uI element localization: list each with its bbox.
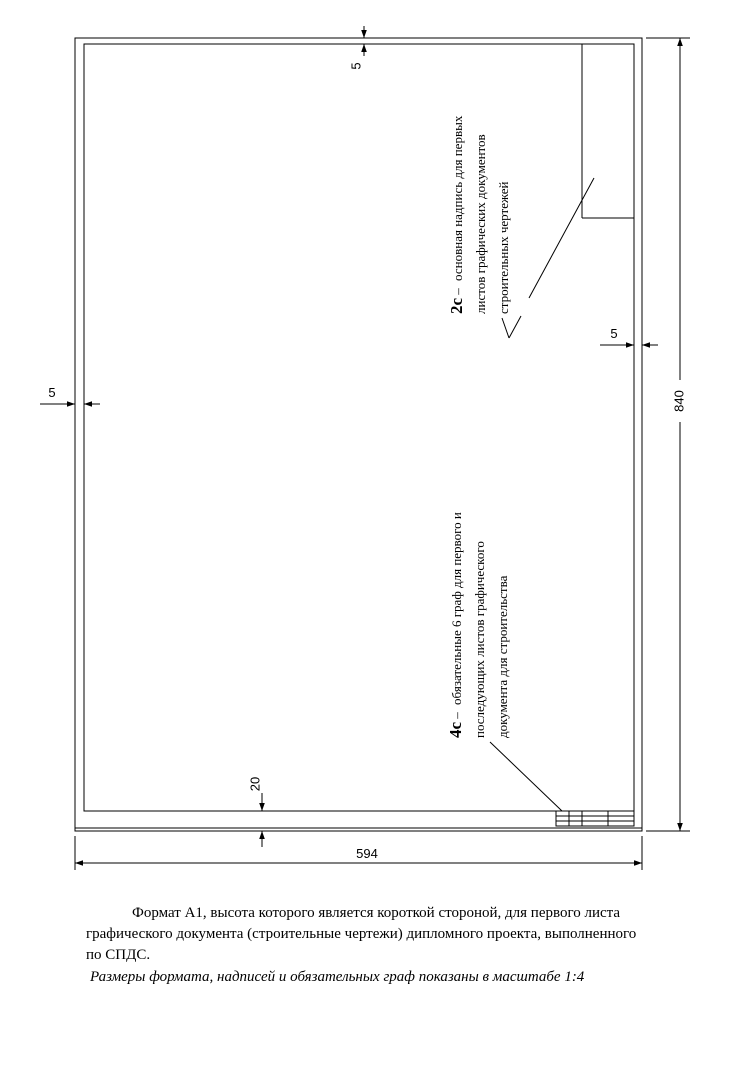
note-2c-dash: – [450, 288, 465, 298]
drawing-frame [84, 44, 634, 811]
note-2c-line-1: основная надпись для первых [450, 115, 465, 281]
title-block-2c [582, 44, 634, 218]
note-4c-dash: – [449, 712, 464, 722]
note-4c-code: 4с [446, 721, 465, 738]
leader-line-2c [502, 178, 594, 338]
figure-caption [86, 903, 646, 988]
note-4c-line-1: обязательные 6 граф для первого и [449, 512, 464, 705]
svg-text:2с – основная надпись дл [447, 115, 466, 314]
dim-top-margin-label: 5 [348, 62, 364, 70]
dim-right-margin-label: 5 [610, 326, 618, 341]
additional-columns-4c [556, 811, 634, 826]
dim-height [646, 38, 690, 831]
leader-line-4c [490, 742, 562, 811]
caption-description: Формат А1, высота которого является короткой стороной, для первого листа графического документа (строительные чертежи) дипломного проекта, выполненного по СПДС. [86, 905, 637, 963]
sheet-outer-border [75, 38, 642, 831]
note-4c-line-3: документа для строительства [495, 575, 510, 738]
caption-scale-note: Размеры формата, надписей и обязательных граф показаны в масштабе 1:4 [90, 969, 585, 985]
dim-bottom-margin-label: 20 [247, 776, 263, 792]
svg-text:4с – обязательные 6 гра [446, 512, 465, 738]
note-4c-line-2: последующих листов графического [472, 541, 487, 738]
dim-width-label: 594 [356, 846, 378, 861]
dim-left-margin-label: 5 [48, 385, 56, 400]
note-title-block-2c [447, 115, 511, 314]
note-2c-line-3: строительных чертежей [496, 181, 511, 314]
note-2c-code: 2с [447, 297, 466, 314]
dim-height-label: 840 [671, 390, 687, 412]
note-2c-line-2: листов графических документов [473, 134, 488, 314]
note-additional-columns-4c [446, 512, 510, 738]
